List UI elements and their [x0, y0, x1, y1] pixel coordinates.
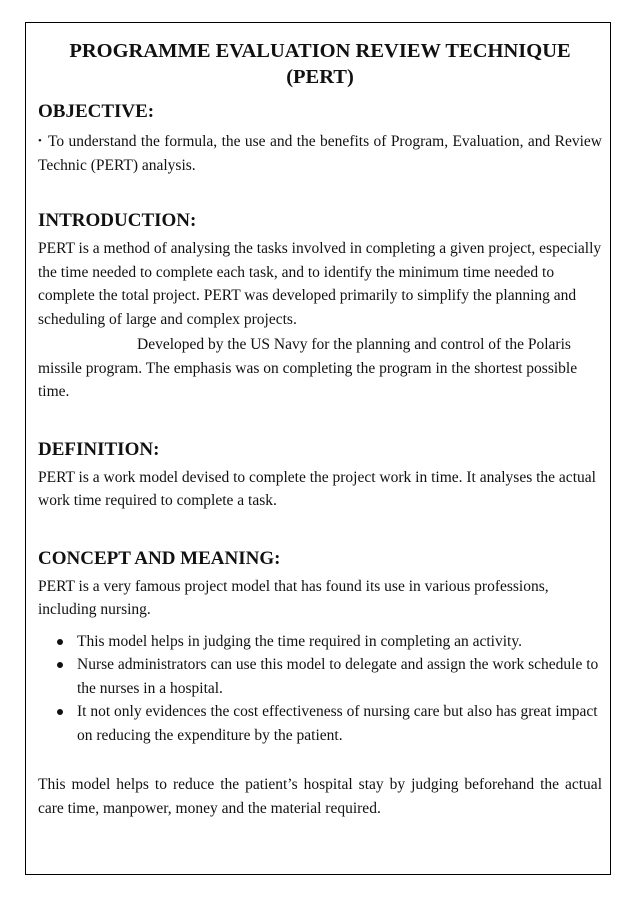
bullet-dot-icon: [57, 639, 63, 645]
list-item-text: Nurse administrators can use this model to delegate and assign the work schedule to the nurses in a hospital.: [77, 656, 599, 697]
introduction-paragraph-2: Developed by the US Navy for the planning and control of the Polaris missile program. The emphasis was on completing the program in the shortest possible time.: [38, 336, 578, 400]
list-item-text: It not only evidences the cost effectiveness of nursing care but also has great impact on reducing the expenditure by the patient.: [77, 703, 598, 744]
list-item: [38, 653, 602, 700]
document-body: [38, 38, 602, 820]
list-item-text: This model helps in judging the time required in completing an activity.: [77, 632, 522, 650]
concept-paragraph: PERT is a very famous project model that has found its use in various professions, including nursing.: [38, 577, 549, 618]
objective-heading: OBJECTIVE:: [38, 101, 155, 122]
title-line-1: PROGRAMME EVALUATION REVIEW TECHNIQUE: [69, 40, 571, 62]
concept-heading: CONCEPT AND MEANING:: [38, 547, 281, 569]
list-item: [38, 700, 602, 747]
objective-text: To understand the formula, the use and the benefits of Program, Evaluation, and Review Technic (PERT) analysis.: [38, 133, 602, 174]
closing-paragraph: This model helps to reduce the patient’s hospital stay by judging beforehand the actual care time, manpower, money and the material required.: [38, 776, 602, 817]
introduction-paragraph-1: PERT is a method of analysing the tasks involved in completing a given project, especially the time needed to complete each task, and to identify the minimum time needed to complete the total project. PERT was developed primarily to simplify the planning and scheduling of large and complex projects.: [38, 240, 602, 328]
definition-paragraph: PERT is a work model devised to complete the project work in time. It analyses the actual work time required to complete a task.: [38, 468, 596, 509]
list-item: [38, 630, 602, 654]
objective-bullet: •: [38, 135, 42, 147]
objective-paragraph: [38, 130, 602, 177]
concept-bullet-list: [38, 630, 602, 748]
title-line-2: (PERT): [286, 66, 354, 88]
bullet-dot-icon: [57, 662, 63, 668]
document-title: [38, 38, 602, 90]
bullet-dot-icon: [57, 709, 63, 715]
introduction-heading: INTRODUCTION:: [38, 210, 197, 231]
definition-heading: DEFINITION:: [38, 438, 160, 460]
